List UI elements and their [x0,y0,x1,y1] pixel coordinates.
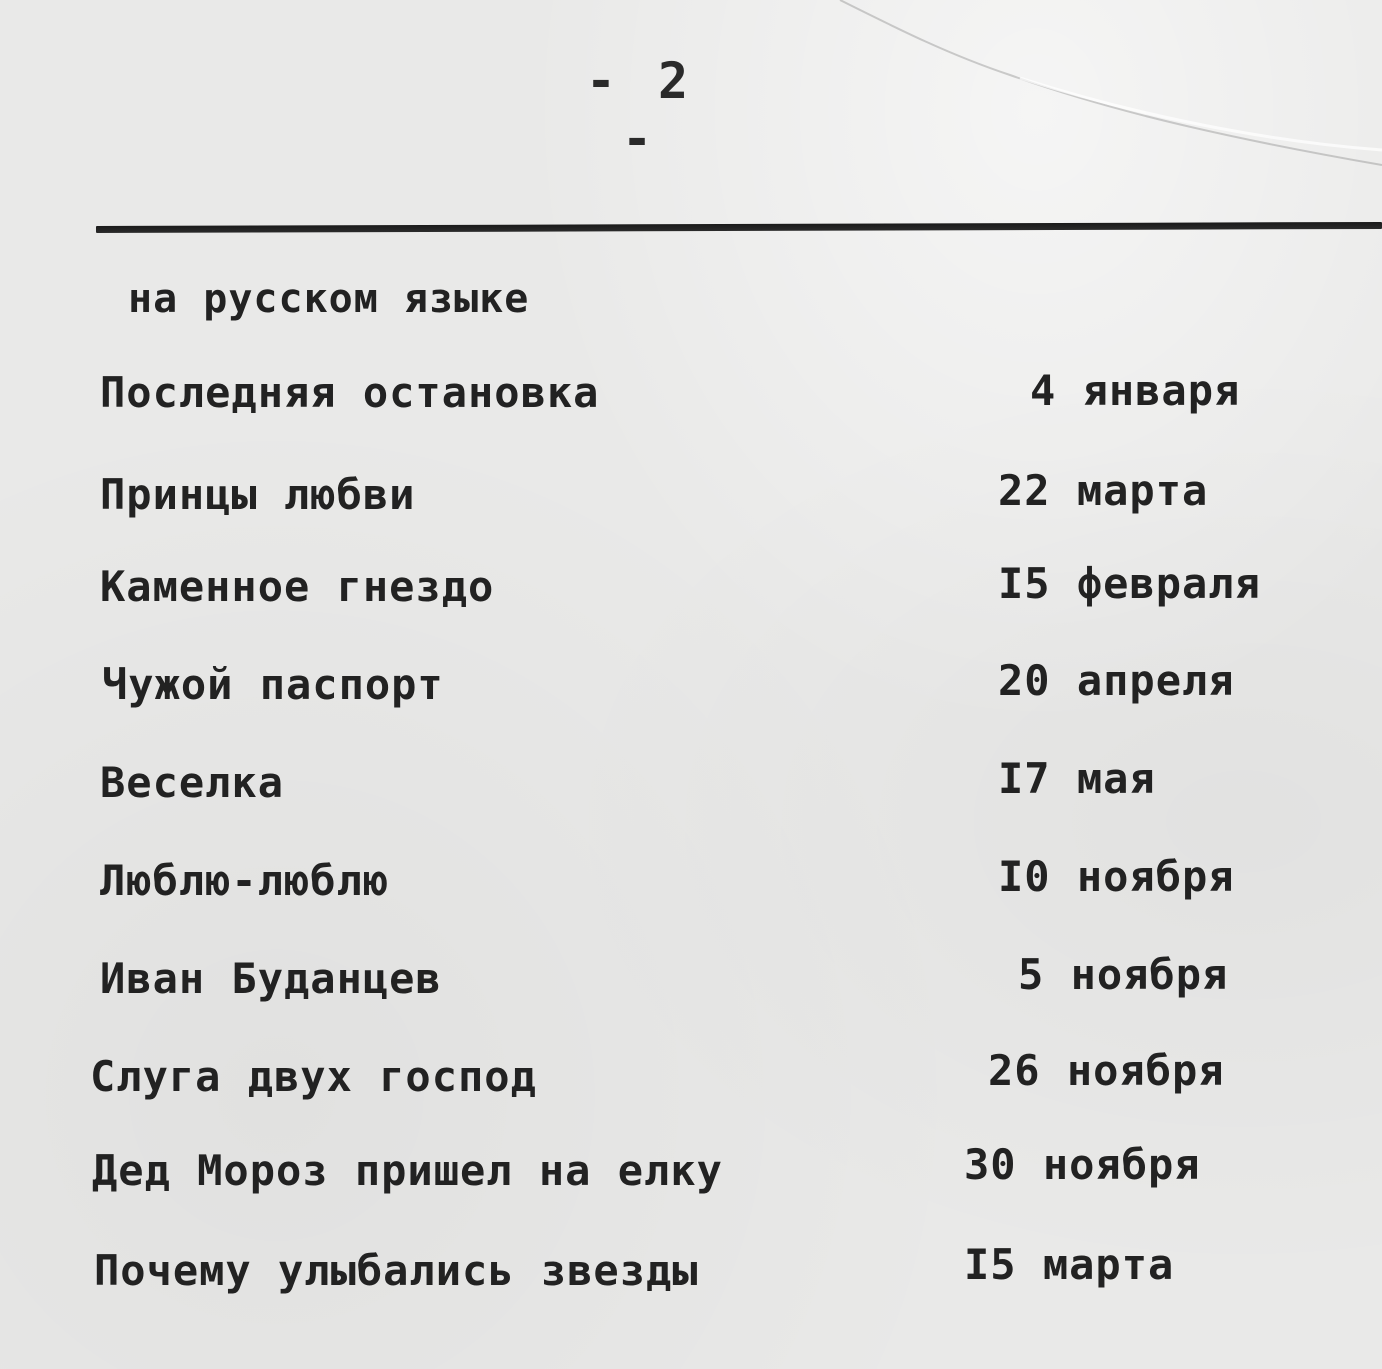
entry-title: Иван Буданцев [100,954,442,1003]
entry-title: Принцы любви [100,470,416,519]
entry-date: 5 ноября [1018,950,1229,999]
entry-title: Люблю-люблю [100,856,390,905]
entry-date: 30 ноября [964,1140,1201,1189]
section-heading: на русском языке [128,276,530,322]
entry-title: Почему улыбались звезды [94,1246,699,1295]
entry-date: I5 февраля [998,559,1261,608]
entry-date: I7 мая [998,754,1156,803]
entry-title: Каменное гнездо [100,562,495,611]
entry-date: 20 апреля [998,656,1235,705]
entry-title: Дед Мороз пришел на елку [92,1146,723,1195]
entry-date: 22 марта [998,466,1209,515]
entry-title: Последняя остановка [100,368,600,417]
horizontal-rule [96,222,1382,233]
entry-date: I0 ноября [998,852,1235,901]
page-number: - 2 - [585,52,695,168]
entry-date: 26 ноября [988,1046,1225,1095]
entry-title: Веселка [100,758,285,807]
entry-date: 4 января [1030,366,1241,415]
entry-title: Чужой паспорт [102,660,444,709]
entry-date: I5 марта [964,1240,1175,1289]
entry-title: Слуга двух господ [90,1052,537,1101]
